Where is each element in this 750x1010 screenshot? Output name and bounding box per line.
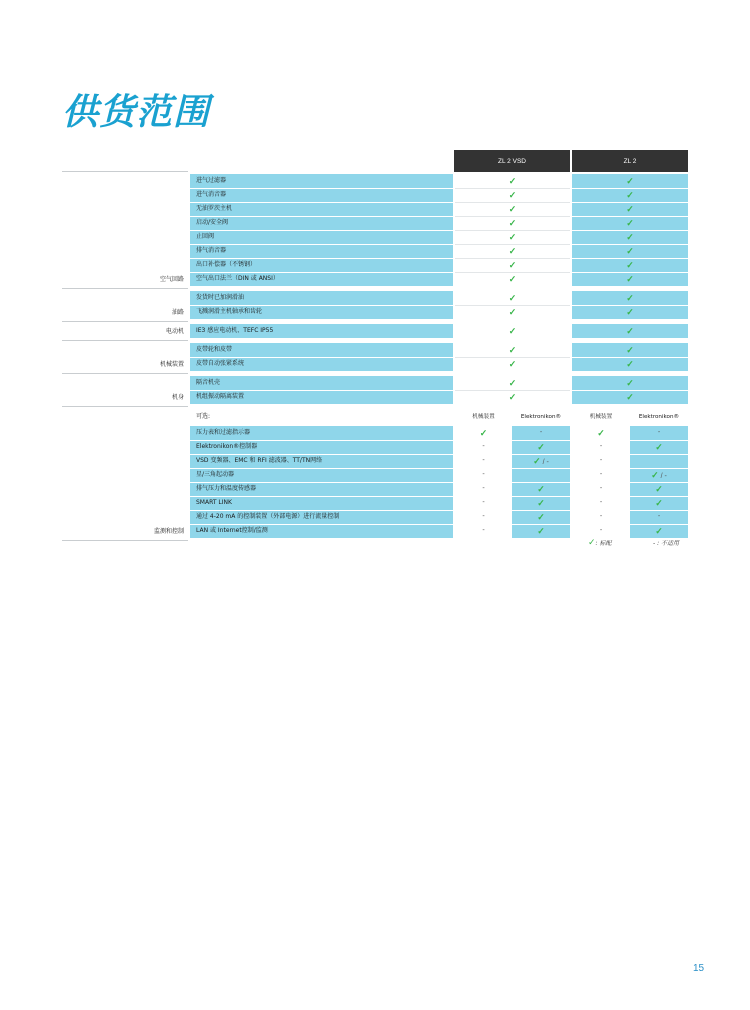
- feature-label: LAN 或 Internet控制/监测: [196, 527, 268, 534]
- row-divider: [190, 216, 453, 217]
- feature-label: 出口补偿器（不锈钢）: [196, 261, 257, 268]
- check-icon: ✓: [626, 274, 634, 284]
- zl2-cell: [572, 230, 688, 244]
- option-cell: -: [599, 471, 603, 478]
- option-cell: [630, 454, 688, 468]
- check-icon: ✓: [537, 442, 545, 452]
- group-label: 空气回路: [159, 276, 184, 283]
- zl2-cell: [572, 202, 688, 216]
- feature-label: 压力表和过滤指示器: [196, 429, 251, 436]
- row-divider: [455, 272, 570, 273]
- check-icon: ✓: [508, 274, 517, 284]
- row-divider: [190, 202, 453, 203]
- check-icon: ✓: [508, 392, 517, 402]
- check-icon: ✓: [508, 246, 517, 256]
- row-divider: [190, 272, 453, 273]
- row-divider: [512, 496, 570, 497]
- row-divider: [190, 357, 453, 358]
- zl2-cell: [572, 324, 688, 338]
- row-divider: [572, 272, 688, 273]
- check-icon: ✓: [533, 456, 541, 466]
- option-cell: -: [482, 513, 485, 520]
- option-cell: [512, 524, 570, 538]
- check-icon: ✓: [626, 218, 634, 228]
- check-icon: ✓: [508, 260, 517, 270]
- check-icon: ✓: [626, 204, 634, 214]
- row-divider: [630, 482, 688, 483]
- zl2-cell: [572, 305, 688, 319]
- row-divider: [190, 468, 453, 469]
- option-cell: -: [482, 485, 485, 492]
- check-icon: ✓: [626, 176, 634, 186]
- row-divider: [190, 305, 453, 306]
- check-icon: ✓: [655, 526, 663, 536]
- feature-label: VSD 变频器、EMC 和 RFI 滤波器、TT/TN网络: [196, 457, 323, 464]
- feature-label: Elektronikon®控制器: [196, 443, 258, 450]
- row-divider: [455, 258, 570, 259]
- subheader: 机械装置: [589, 414, 613, 420]
- row-divider: [572, 357, 688, 358]
- legend-standard-label: 标配: [599, 540, 612, 547]
- zl2vsd-cell: [455, 230, 570, 244]
- option-cell: -: [482, 443, 485, 450]
- zl2-cell: [572, 376, 688, 390]
- group-label: 油路: [171, 309, 184, 316]
- row-divider: [190, 244, 453, 245]
- legend-standard: ✓: 标配: [588, 538, 612, 548]
- row-divider: [455, 188, 570, 189]
- zl2vsd-cell: [455, 343, 570, 357]
- feature-label: 排气压力和温度传感器: [196, 485, 257, 492]
- row-divider: [630, 468, 688, 469]
- row-divider: [572, 390, 688, 391]
- check-icon: ✓: [626, 260, 634, 270]
- option-cell: -: [599, 527, 603, 534]
- option-cell: -: [657, 429, 661, 436]
- row-divider: [455, 357, 570, 358]
- option-cell: -: [482, 499, 485, 506]
- check-icon: ✓: [508, 232, 517, 242]
- option-cell: [630, 482, 688, 496]
- check-icon: ✓: [537, 498, 545, 508]
- option-cell: -: [599, 513, 603, 520]
- row-divider: [572, 188, 688, 189]
- row-divider: [190, 524, 453, 525]
- option-cell: ✓ / -: [651, 470, 667, 480]
- feature-label: 进气消音器: [196, 191, 227, 198]
- check-icon: ✓: [626, 232, 634, 242]
- row-divider: [512, 482, 570, 483]
- optional-label: 可选:: [196, 413, 211, 420]
- check-icon: ✓: [597, 428, 605, 438]
- option-cell: [512, 496, 570, 510]
- zl2vsd-cell: [455, 216, 570, 230]
- zl2vsd-cell: [455, 272, 570, 286]
- check-icon: ✓: [508, 176, 517, 186]
- check-icon: ✓: [479, 428, 488, 438]
- option-cell: -: [599, 499, 603, 506]
- row-divider: [190, 496, 453, 497]
- row-divider: [190, 440, 453, 441]
- option-cell: -: [599, 485, 603, 492]
- row-divider: [455, 244, 570, 245]
- check-icon: ✓: [651, 470, 659, 480]
- legend-na: - : 不适用: [653, 540, 680, 547]
- zl2-cell: [572, 258, 688, 272]
- zl2-cell: [572, 291, 688, 305]
- check-icon: ✓: [508, 345, 517, 355]
- check-icon: ✓: [626, 378, 634, 388]
- feature-label: IE3 感应电动机、TEFC IP55: [196, 327, 274, 334]
- feature-label: 空气出口法兰（DIN 或 ANSI）: [196, 275, 279, 282]
- option-cell: -: [599, 443, 603, 450]
- zl2vsd-cell: [455, 305, 570, 319]
- feature-label: 止回阀: [196, 233, 215, 240]
- group-label: 监测和控制: [153, 528, 184, 535]
- check-icon: ✓: [508, 326, 517, 336]
- check-icon: ✓: [626, 359, 634, 369]
- column-header-zl2vsd: ZL 2 VSD: [454, 150, 570, 172]
- zl2-cell: [572, 174, 688, 188]
- check-icon: ✓: [508, 378, 517, 388]
- row-divider: [630, 510, 688, 511]
- group-separator: [62, 406, 188, 407]
- row-divider: [512, 454, 570, 455]
- zl2vsd-cell: [455, 291, 570, 305]
- row-divider: [630, 440, 688, 441]
- option-cell: [630, 440, 688, 454]
- feature-label: 星/三角起动器: [196, 471, 235, 478]
- option-cell: [512, 482, 570, 496]
- option-cell: -: [482, 527, 485, 534]
- group-separator: [62, 540, 188, 541]
- row-divider: [190, 390, 453, 391]
- feature-label: 通过 4-20 mA 的控制装置（外部电源）进行流量控制: [196, 513, 340, 520]
- option-cell: -: [539, 429, 543, 436]
- zl2vsd-cell: [455, 258, 570, 272]
- group-separator: [62, 171, 188, 172]
- row-divider: [190, 230, 453, 231]
- option-cell: -: [482, 457, 485, 464]
- row-divider: [455, 216, 570, 217]
- option-cell: -: [599, 457, 603, 464]
- group-label: 电动机: [165, 328, 184, 335]
- row-divider: [190, 454, 453, 455]
- feature-label: 排气消音器: [196, 247, 227, 254]
- zl2-cell: [572, 244, 688, 258]
- option-cell: [512, 468, 570, 482]
- check-icon: ✓: [626, 293, 634, 303]
- check-icon: ✓: [626, 345, 634, 355]
- subheader: Elektronikon®: [520, 414, 562, 420]
- group-separator: [62, 321, 188, 322]
- check-icon: ✓: [508, 293, 517, 303]
- check-icon: ✓: [626, 246, 634, 256]
- subheader: Elektronikon®: [638, 414, 680, 420]
- row-divider: [572, 258, 688, 259]
- check-icon: ✓: [508, 307, 517, 317]
- feature-label: 机组振动隔离装置: [196, 393, 245, 400]
- row-divider: [512, 510, 570, 511]
- check-icon: ✓: [655, 498, 663, 508]
- zl2-cell: [572, 357, 688, 371]
- zl2-cell: [572, 390, 688, 404]
- zl2vsd-cell: [455, 390, 570, 404]
- row-divider: [630, 524, 688, 525]
- check-icon: ✓: [588, 538, 596, 548]
- option-cell: [630, 524, 688, 538]
- feature-label: 无油罗茨主机: [196, 205, 233, 212]
- option-cell: ✓ / -: [533, 456, 549, 466]
- zl2vsd-cell: [455, 244, 570, 258]
- check-icon: ✓: [626, 190, 634, 200]
- row-divider: [572, 202, 688, 203]
- check-icon: ✓: [655, 442, 663, 452]
- check-icon: ✓: [508, 190, 517, 200]
- option-cell: [512, 440, 570, 454]
- zl2vsd-cell: [455, 188, 570, 202]
- group-separator: [62, 340, 188, 341]
- feature-label: 皮带自动张紧系统: [196, 360, 245, 367]
- option-cell: [630, 496, 688, 510]
- legend-na-label: 不适用: [661, 540, 680, 547]
- column-header-zl2: ZL 2: [572, 150, 688, 172]
- row-divider: [512, 524, 570, 525]
- dash-icon: -: [653, 540, 656, 547]
- zl2-cell: [572, 343, 688, 357]
- row-divider: [455, 305, 570, 306]
- group-label: 机身: [171, 394, 184, 401]
- row-divider: [630, 496, 688, 497]
- check-icon: ✓: [626, 307, 634, 317]
- check-icon: ✓: [537, 526, 545, 536]
- zl2-cell: [572, 188, 688, 202]
- row-divider: [455, 230, 570, 231]
- check-icon: ✓: [655, 484, 663, 494]
- zl2vsd-cell: [455, 202, 570, 216]
- zl2-cell: [572, 216, 688, 230]
- check-icon: ✓: [626, 326, 634, 336]
- subheader: 机械装置: [472, 414, 495, 420]
- zl2vsd-cell: [455, 376, 570, 390]
- page-number: 15: [693, 963, 705, 974]
- page-title: 供货范围: [62, 92, 211, 133]
- row-divider: [572, 216, 688, 217]
- row-divider: [630, 454, 688, 455]
- feature-label: 发货时已加润滑油: [196, 294, 245, 301]
- feature-label: 进气过滤器: [196, 177, 227, 184]
- zl2vsd-cell: [455, 324, 570, 338]
- row-divider: [572, 244, 688, 245]
- feature-label: 皮带轮和皮带: [196, 346, 233, 353]
- option-cell: [572, 426, 630, 440]
- check-icon: ✓: [537, 512, 545, 522]
- feature-label: 启动/安全阀: [196, 219, 229, 226]
- option-cell: -: [482, 471, 485, 478]
- check-icon: ✓: [537, 484, 545, 494]
- feature-label: SMART LINK: [196, 499, 232, 506]
- row-divider: [190, 258, 453, 259]
- row-divider: [455, 390, 570, 391]
- row-divider: [512, 468, 570, 469]
- option-cell: -: [657, 513, 661, 520]
- feature-label: 飞溅润滑主机轴承和齿轮: [196, 308, 263, 315]
- option-cell: [512, 510, 570, 524]
- zl2vsd-cell: [455, 357, 570, 371]
- option-cell: [455, 426, 512, 440]
- row-divider: [512, 440, 570, 441]
- feature-label: 隔音机壳: [196, 379, 221, 386]
- row-divider: [572, 230, 688, 231]
- zl2vsd-cell: [455, 174, 570, 188]
- group-separator: [62, 288, 188, 289]
- group-separator: [62, 373, 188, 374]
- row-divider: [190, 482, 453, 483]
- row-divider: [572, 305, 688, 306]
- check-icon: ✓: [508, 204, 517, 214]
- check-icon: ✓: [508, 218, 517, 228]
- check-icon: ✓: [626, 392, 634, 402]
- row-divider: [190, 188, 453, 189]
- row-divider: [455, 202, 570, 203]
- zl2-cell: [572, 272, 688, 286]
- check-icon: ✓: [508, 359, 517, 369]
- group-label: 机械装置: [159, 361, 184, 368]
- row-divider: [190, 510, 453, 511]
